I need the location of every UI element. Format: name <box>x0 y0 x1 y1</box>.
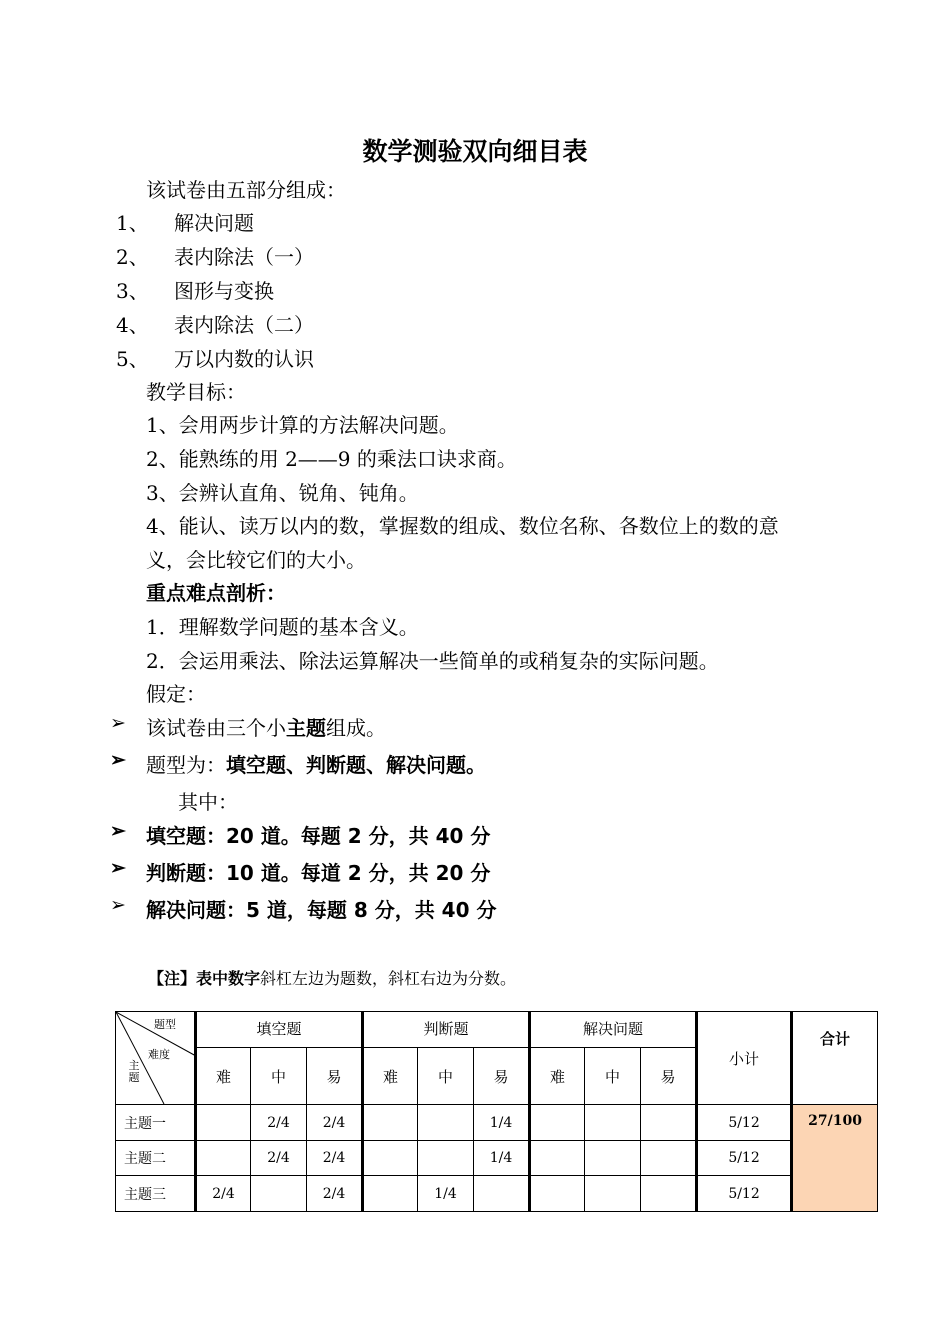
specification-table <box>115 1011 878 1212</box>
table-cell <box>641 1141 697 1176</box>
part-number: 3、 <box>116 279 149 303</box>
bullet-arrow-icon: ➢ <box>110 712 126 734</box>
table-cell <box>363 1176 418 1212</box>
table-row <box>116 1141 878 1176</box>
diff-mid: 中 <box>251 1048 307 1105</box>
table-cell <box>474 1176 530 1212</box>
table-cell: 2/4 <box>307 1141 363 1176</box>
header-judge: 判断题 <box>363 1012 530 1048</box>
subtotal-cell: 5/12 <box>697 1141 792 1176</box>
table-cell <box>585 1176 641 1212</box>
among-text: 其中： <box>178 790 238 814</box>
part-text: 表内除法（二） <box>174 313 314 337</box>
part-text: 解决问题 <box>174 211 254 235</box>
goal-item: 4、能认、读万以内的数，掌握数的组成、数位名称、各数位上的数的意 <box>146 514 779 538</box>
bullet-arrow-icon: ➢ <box>110 857 126 879</box>
table-cell <box>585 1141 641 1176</box>
key-point: 2．会运用乘法、除法运算解决一些简单的或稍复杂的实际问题。 <box>146 649 719 673</box>
part-text: 图形与变换 <box>174 279 274 303</box>
row-label: 主题三 <box>116 1176 196 1212</box>
table-cell <box>585 1105 641 1141</box>
detail-item: 判断题：10 道。每道 2 分，共 20 分 <box>146 861 491 885</box>
table-cell <box>530 1105 585 1141</box>
goal-item: 3、会辨认直角、锐角、钝角。 <box>146 481 419 505</box>
table-cell: 2/4 <box>307 1105 363 1141</box>
detail-item: 填空题：20 道。每题 2 分，共 40 分 <box>146 824 491 848</box>
goal-item: 2、能熟练的用 2——9 的乘法口诀求商。 <box>146 447 517 471</box>
table-cell <box>530 1141 585 1176</box>
part-number: 1、 <box>116 211 149 235</box>
table-cell: 2/4 <box>251 1141 307 1176</box>
diff-hard: 难 <box>196 1048 251 1105</box>
diff-mid: 中 <box>585 1048 641 1105</box>
table-cell <box>251 1176 307 1212</box>
intro-text: 该试卷由五部分组成： <box>146 178 346 202</box>
table-corner-cell <box>116 1012 196 1105</box>
row-label: 主题二 <box>116 1141 196 1176</box>
table-cell: 2/4 <box>307 1176 363 1212</box>
assume-item-1: 该试卷由三个小主题组成。 <box>146 716 386 740</box>
part-text: 表内除法（一） <box>174 245 314 269</box>
table-cell <box>530 1176 585 1212</box>
subtotal-cell: 5/12 <box>697 1176 792 1212</box>
table-note: 【注】表中数字斜杠左边为题数，斜杠右边为分数。 <box>148 969 517 988</box>
row-label: 主题一 <box>116 1105 196 1141</box>
table-cell <box>418 1141 474 1176</box>
diff-easy: 易 <box>307 1048 363 1105</box>
goal-item: 1、会用两步计算的方法解决问题。 <box>146 413 459 437</box>
subtotal-cell: 5/12 <box>697 1105 792 1141</box>
table-cell: 2/4 <box>196 1176 251 1212</box>
table-cell <box>641 1176 697 1212</box>
header-subtotal: 小计 <box>697 1012 792 1105</box>
corner-topic-label: 主 题 <box>128 1059 140 1084</box>
bullet-arrow-icon: ➢ <box>110 894 126 916</box>
table-cell <box>641 1105 697 1141</box>
diff-mid: 中 <box>418 1048 474 1105</box>
diff-easy: 易 <box>641 1048 697 1105</box>
header-total: 合计 <box>792 1012 878 1105</box>
header-fill: 填空题 <box>196 1012 363 1048</box>
diff-hard: 难 <box>530 1048 585 1105</box>
part-number: 2、 <box>116 245 149 269</box>
table-cell: 1/4 <box>418 1176 474 1212</box>
page-title: 数学测验双向细目表 <box>362 137 588 166</box>
diff-easy: 易 <box>474 1048 530 1105</box>
table-row <box>116 1176 878 1212</box>
goal-item: 义，会比较它们的大小。 <box>146 548 366 572</box>
table-cell <box>418 1105 474 1141</box>
corner-difficulty-label: 难度 <box>148 1048 170 1061</box>
total-cell: 27/100 <box>792 1105 878 1212</box>
table-cell <box>196 1141 251 1176</box>
goals-heading: 教学目标： <box>146 380 246 404</box>
table-cell <box>363 1105 418 1141</box>
corner-type-label: 题型 <box>154 1018 176 1031</box>
assume-item-2: 题型为：填空题、判断题、解决问题。 <box>146 753 486 777</box>
table-cell: 1/4 <box>474 1141 530 1176</box>
diff-hard: 难 <box>363 1048 418 1105</box>
table-cell: 2/4 <box>251 1105 307 1141</box>
detail-item: 解决问题：5 道，每题 8 分，共 40 分 <box>146 898 497 922</box>
key-heading: 重点难点剖析： <box>146 581 286 605</box>
table-row <box>116 1105 878 1141</box>
part-text: 万以内数的认识 <box>174 347 314 371</box>
table-cell <box>363 1141 418 1176</box>
bullet-arrow-icon: ➢ <box>110 820 126 842</box>
bullet-arrow-icon: ➢ <box>110 749 126 771</box>
part-number: 5、 <box>116 347 149 371</box>
table-cell <box>196 1105 251 1141</box>
header-solve: 解决问题 <box>530 1012 697 1048</box>
key-point: 1．理解数学问题的基本含义。 <box>146 615 419 639</box>
table-cell: 1/4 <box>474 1105 530 1141</box>
assume-heading: 假定： <box>146 682 206 706</box>
part-number: 4、 <box>116 313 149 337</box>
